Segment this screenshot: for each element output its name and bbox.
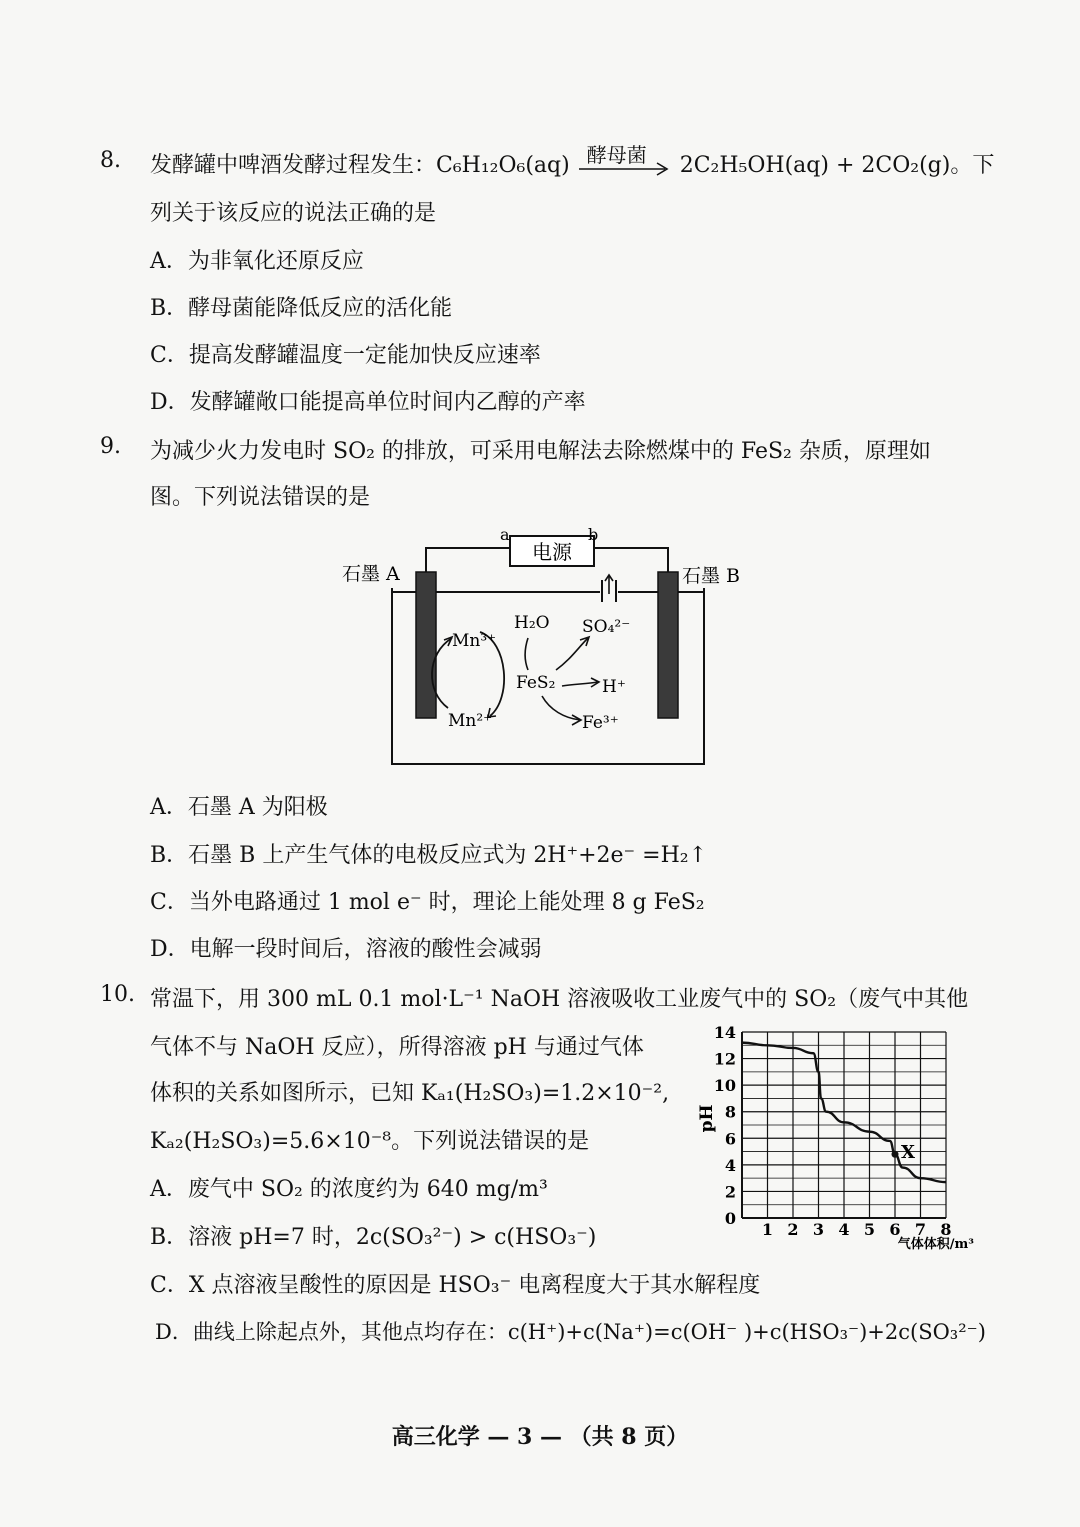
- electrode-b-label: 石墨 B: [682, 565, 741, 587]
- q8-reaction-arrow: [577, 143, 673, 177]
- y-tick-label: 14: [713, 1023, 736, 1042]
- y-tick-label: 4: [724, 1155, 736, 1175]
- y-tick-label: 8: [724, 1102, 736, 1122]
- wire-left: [426, 548, 510, 572]
- fes2-label: FeS₂: [516, 673, 556, 693]
- q9-stem-line2: 图。下列说法错误的是: [150, 485, 371, 510]
- chart-ticks: [714, 1023, 952, 1239]
- q8-product: 2C₂H₅OH(aq) + 2CO₂(g)。下: [679, 153, 995, 178]
- q9-option-a: A．石墨 A 为阳极: [150, 795, 328, 820]
- point-x-marker: [892, 1151, 899, 1158]
- so4-label: SO₄²⁻: [582, 617, 631, 637]
- ph-volume-chart: [690, 1020, 990, 1260]
- q10-stem-line2: 气体不与 NaOH 反应），所得溶液 pH 与通过气体: [150, 1035, 644, 1060]
- x-axis-label: 气体体积/m³: [897, 1237, 974, 1252]
- q9-number: 9.: [100, 434, 121, 459]
- x-tick-label: 7: [914, 1220, 927, 1239]
- q8-option-b: B．酵母菌能降低反应的活化能: [150, 296, 453, 321]
- y-tick-label: 0: [724, 1209, 736, 1228]
- q10-stem-line4: Kₐ₂(H₂SO₃)=5.6×10⁻⁸。下列说法错误的是: [150, 1129, 590, 1154]
- h2o-to-fes2-arrow: [525, 638, 528, 670]
- q10-option-a: A．废气中 SO₂ 的浓度约为 640 mg/m³: [150, 1177, 548, 1202]
- q8-reactant: C₆H₁₂O₆(aq): [436, 153, 570, 178]
- x-tick-label: 4: [838, 1220, 850, 1239]
- x-tick-label: 6: [889, 1220, 901, 1239]
- q10-option-c: C．X 点溶液呈酸性的原因是 HSO₃⁻ 电离程度大于其水解程度: [150, 1273, 761, 1298]
- graphite-electrode-b: [658, 572, 678, 718]
- q8-stem-intro: 发酵罐中啤酒发酵过程发生：: [150, 153, 437, 178]
- q9-option-b: B．石墨 B 上产生气体的电极反应式为 2H⁺+2e⁻ =H₂↑: [150, 843, 708, 868]
- mn3-label: Mn³⁺: [452, 631, 497, 651]
- h-plus-label: H⁺: [602, 677, 626, 697]
- electrode-a-label: 石墨 A: [342, 563, 400, 585]
- power-source-label: 电源: [532, 540, 572, 564]
- q8-number: 8.: [100, 148, 121, 173]
- y-tick-label: 6: [724, 1129, 736, 1149]
- q10-number: 10.: [100, 982, 135, 1007]
- q10-option-d: D．曲线上除起点外，其他点均存在：c(H⁺)+c(Na⁺)=c(OH⁻ )+c(HSO₃⁻)+2c(SO₃²⁻): [155, 1320, 986, 1344]
- x-tick-label: 8: [940, 1220, 952, 1239]
- fes2-to-so4-arrow: [556, 638, 588, 670]
- y-axis-label: pH: [697, 1104, 717, 1133]
- page-footer: 高三化学 — 3 — （共 8 页）: [391, 1424, 689, 1450]
- fe3-label: Fe³⁺: [582, 713, 619, 733]
- y-tick-label: 2: [724, 1182, 736, 1202]
- x-tick-label: 1: [761, 1220, 774, 1239]
- q9-option-d: D．电解一段时间后，溶液的酸性会减弱: [150, 937, 542, 962]
- q8-catalyst: 酵母菌: [586, 143, 647, 167]
- q10-stem-line3: 体积的关系如图所示，已知 Kₐ₁(H₂SO₃)=1.2×10⁻²,: [150, 1081, 670, 1106]
- x-tick-label: 5: [863, 1220, 876, 1239]
- q8-option-c: C．提高发酵罐温度一定能加快反应速率: [150, 343, 541, 368]
- mn2-label: Mn²⁺: [448, 711, 493, 731]
- q8-option-a: A．为非氧化还原反应: [150, 249, 364, 274]
- point-x-label: X: [901, 1142, 915, 1164]
- q9-stem-line1: 为减少火力发电时 SO₂ 的排放，可采用电解法去除燃煤中的 FeS₂ 杂质，原理如: [150, 439, 931, 464]
- wire-right: [594, 548, 668, 572]
- y-tick-label: 12: [713, 1049, 736, 1069]
- q10-option-b: B．溶液 pH=7 时，2c(SO₃²⁻) > c(HSO₃⁻): [150, 1225, 597, 1250]
- q10-stem-line1: 常温下，用 300 mL 0.1 mol·L⁻¹ NaOH 溶液吸收工业废气中的 SO₂（废气中其他: [150, 987, 969, 1012]
- x-tick-label: 2: [787, 1220, 799, 1239]
- q8-stem-line2: 列关于该反应的说法正确的是: [150, 201, 437, 226]
- graphite-electrode-a: [416, 572, 436, 718]
- terminal-a-label: a: [500, 525, 510, 544]
- q9-option-c: C．当外电路通过 1 mol e⁻ 时，理论上能处理 8 g FeS₂: [150, 890, 705, 915]
- chart-grid: [742, 1032, 946, 1218]
- h2o-label: H₂O: [514, 613, 550, 633]
- x-tick-label: 3: [812, 1220, 825, 1239]
- electrolysis-diagram: [330, 520, 750, 770]
- terminal-b-label: b: [588, 525, 599, 544]
- q8-stem-line1: [150, 143, 995, 179]
- q8-option-d: D．发酵罐敞口能提高单位时间内乙醇的产率: [150, 390, 586, 415]
- y-tick-label: 10: [713, 1076, 736, 1096]
